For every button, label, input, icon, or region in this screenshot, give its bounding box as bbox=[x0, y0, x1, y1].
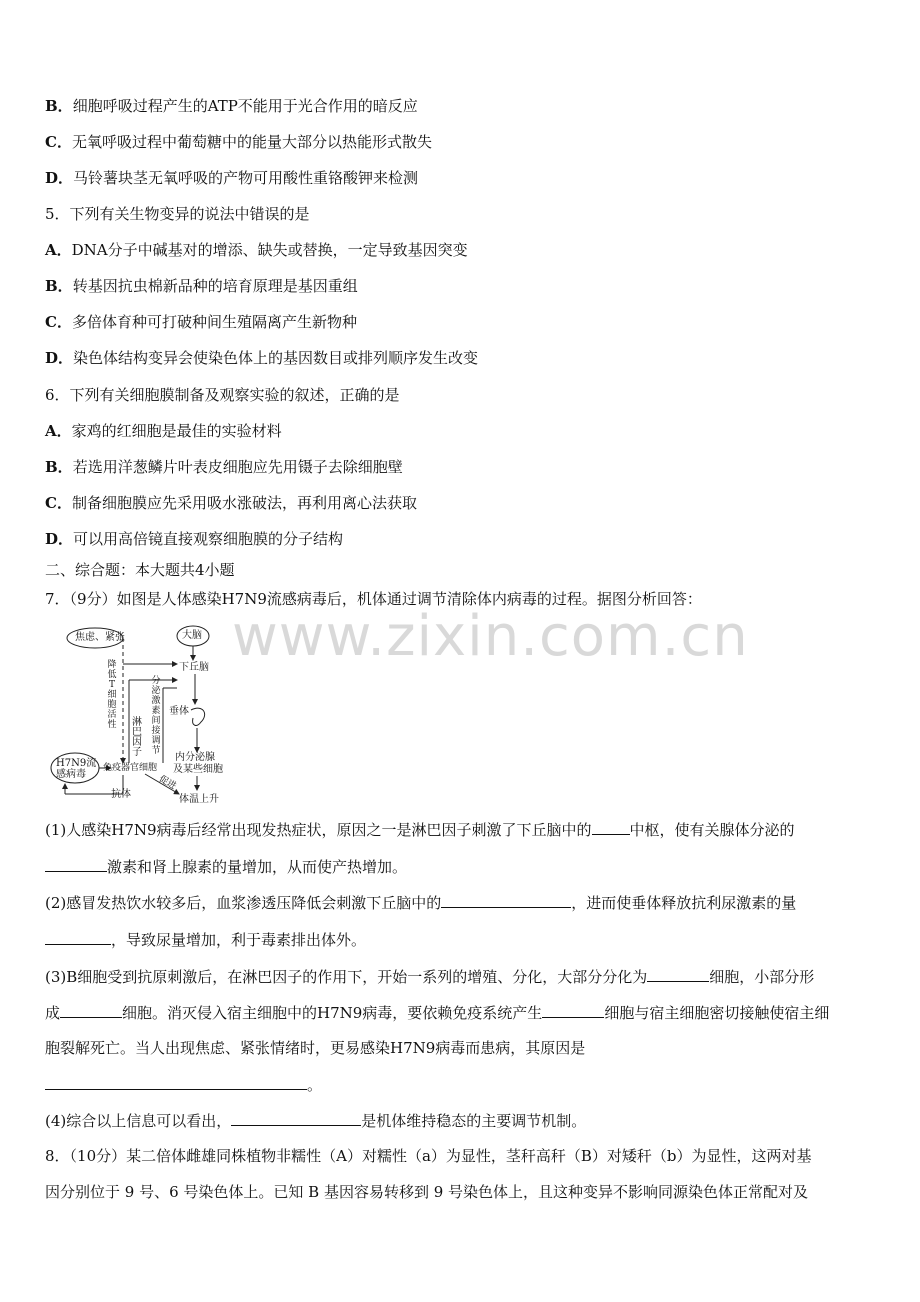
immune-label: 免疫器官细胞 bbox=[103, 763, 158, 773]
antibody-label: 抗体 bbox=[111, 789, 131, 800]
answer-blank[interactable] bbox=[231, 1110, 361, 1126]
hypothalamus-label: 下丘脑 bbox=[179, 662, 209, 673]
answer-blank[interactable] bbox=[45, 856, 107, 872]
q7-part-3-line-3: 胞裂解死亡。当人出现焦虑、紧张情绪时，更易感染H7N9病毒而患病，其原因是 bbox=[45, 1039, 586, 1057]
q5-option-b: B．转基因抗虫棉新品种的培育原理是基因重组 bbox=[45, 277, 358, 295]
q5-option-c: C．多倍体育种可打破种间生殖隔离产生新物种 bbox=[45, 313, 357, 331]
diagram-lines bbox=[45, 618, 245, 813]
secrete-label: 分泌激素间接调节 bbox=[151, 676, 161, 756]
q6-option-b: B．若选用洋葱鳞片叶表皮细胞应先用镊子去除细胞壁 bbox=[45, 458, 403, 476]
q7-part-1-line-1: (1)人感染H7N9病毒后经常出现发热症状，原因之一是淋巴因子刺激了下丘脑中的 中枢，使有关腺体分泌的 bbox=[45, 821, 795, 839]
q5-option-a: A．DNA分子中碱基对的增添、缺失或替换，一定导致基因突变 bbox=[45, 241, 468, 259]
question-6-stem: 6．下列有关细胞膜制备及观察实验的叙述，正确的是 bbox=[45, 386, 400, 404]
q8-line-2: 因分别位于 9 号、6 号染色体上。已知 B 基因容易转移到 9 号染色体上，且这种变异不影响同源染色体正常配对及 bbox=[45, 1183, 809, 1201]
q7-part-3-line-2: 成 细胞。消灭侵入宿主细胞中的H7N9病毒，要依赖免疫系统产生 细胞与宿主细胞密切接触使宿主细 bbox=[45, 1004, 830, 1022]
q7-part-4: (4)综合以上信息可以看出， 是机体维持稳态的主要调节机制。 bbox=[45, 1112, 587, 1130]
q6-option-d: D．可以用高倍镜直接观察细胞膜的分子结构 bbox=[45, 530, 344, 548]
option-c: C．无氧呼吸过程中葡萄糖中的能量大部分以热能形式散失 bbox=[45, 133, 432, 151]
some-cells-label: 及某些细胞 bbox=[173, 764, 223, 775]
anxiety-label: 焦虑、紧张 bbox=[75, 632, 125, 643]
virus-label-2: 感病毒 bbox=[56, 769, 86, 780]
option-b: B．细胞呼吸过程产生的ATP不能用于光合作用的暗反应 bbox=[45, 97, 418, 115]
section-title: 二、综合题：本大题共4小题 bbox=[45, 561, 235, 579]
promote-label: 促进 bbox=[156, 774, 178, 792]
virus-label-1: H7N9流 bbox=[56, 758, 97, 769]
lymphokine-label: 淋巴因子 bbox=[132, 717, 142, 758]
q7-part-2-line-1: (2)感冒发热饮水较多后，血浆渗透压降低会刺激下丘脑中的 ，进而使垂体释放抗利尿激素的量 bbox=[45, 894, 797, 912]
q7-part-3-line-4: 。 bbox=[45, 1074, 322, 1095]
lower-t-label: 降低T细胞活性 bbox=[107, 660, 117, 730]
q8-line-1: 8．（10分）某二倍体雌雄同株植物非糯性（A）对糯性（a）为显性，茎秆高秆（B）对矮秆（b）为显性，这两对基 bbox=[45, 1147, 812, 1165]
q7-part-1-line-2: 激素和肾上腺素的量增加，从而使产热增加。 bbox=[45, 856, 407, 877]
q5-option-d: D．染色体结构变异会使染色体上的基因数目或排列顺序发生改变 bbox=[45, 349, 479, 367]
immune-regulation-diagram bbox=[45, 618, 245, 813]
answer-blank[interactable] bbox=[45, 1074, 307, 1090]
answer-blank[interactable] bbox=[60, 1002, 122, 1018]
temperature-label: 体温上升 bbox=[179, 794, 219, 805]
question-7-stem: 7．（9分）如图是人体感染H7N9流感病毒后，机体通过调节清除体内病毒的过程。据图分析回答： bbox=[45, 590, 702, 608]
answer-blank[interactable] bbox=[45, 929, 111, 945]
watermark: www.zixin.com.cn bbox=[232, 604, 749, 669]
answer-blank[interactable] bbox=[592, 819, 630, 835]
answer-blank[interactable] bbox=[441, 892, 571, 908]
q6-option-c: C．制备细胞膜应先采用吸水涨破法，再利用离心法获取 bbox=[45, 494, 417, 512]
answer-blank[interactable] bbox=[647, 966, 709, 982]
option-d: D．马铃薯块茎无氧呼吸的产物可用酸性重铬酸钾来检测 bbox=[45, 169, 419, 187]
brain-label: 大脑 bbox=[182, 630, 202, 641]
endocrine-label: 内分泌腺 bbox=[175, 752, 215, 763]
pituitary-label: 垂体 bbox=[169, 706, 189, 717]
answer-blank[interactable] bbox=[542, 1002, 604, 1018]
question-5-stem: 5．下列有关生物变异的说法中错误的是 bbox=[45, 205, 310, 223]
q6-option-a: A．家鸡的红细胞是最佳的实验材料 bbox=[45, 422, 282, 440]
q7-part-3-line-1: (3)B细胞受到抗原刺激后，在淋巴因子的作用下，开始一系列的增殖、分化，大部分分化为 细胞，小部分形 bbox=[45, 968, 815, 986]
q7-part-2-line-2: ，导致尿量增加，利于毒素排出体外。 bbox=[45, 929, 366, 950]
